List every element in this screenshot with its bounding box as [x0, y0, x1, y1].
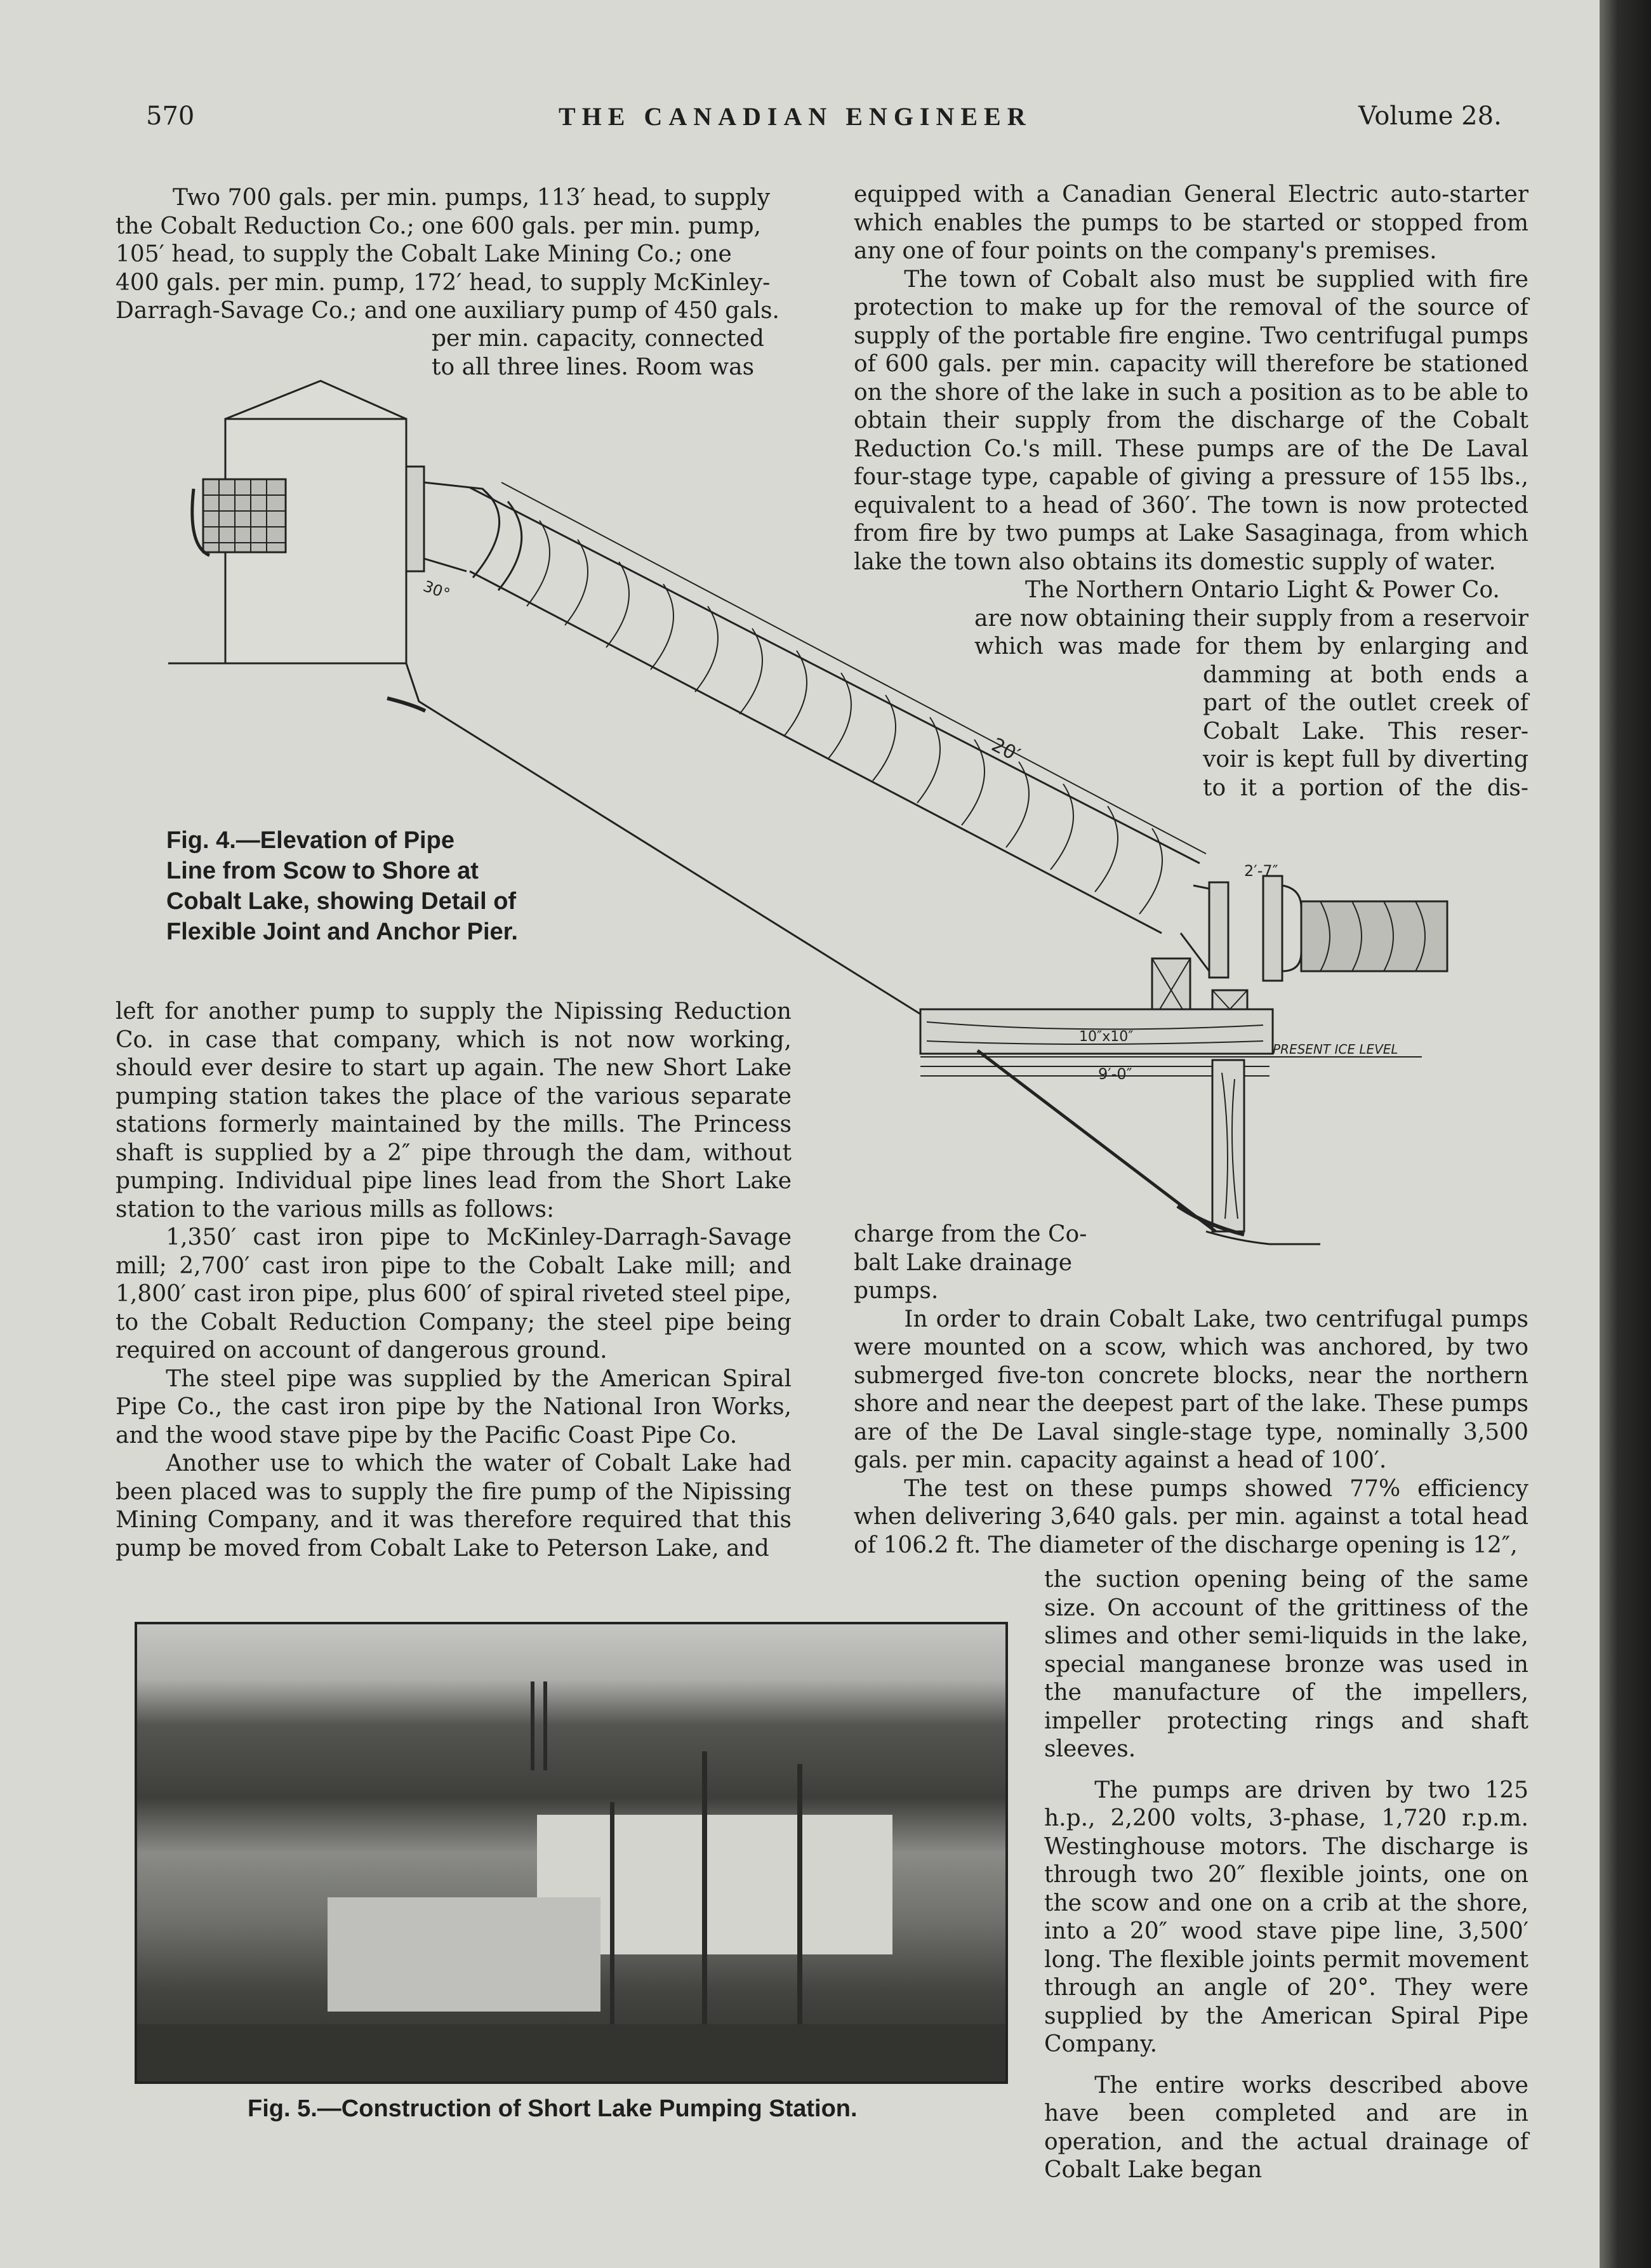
paragraph-line: Darragh-Savage Co.; and one auxiliary pump of 450 gals.: [116, 298, 780, 324]
stepped-line: part of the outlet creek of: [1203, 690, 1528, 716]
caption-line: Line from Scow to Shore at: [166, 858, 479, 884]
paragraph: equipped with a Canadian General Electric auto-starter which enables the pumps to be started or stopped from any one of four points on the company's premises.: [854, 182, 1528, 264]
right-mid-text: [854, 1221, 1528, 1560]
paragraph-line: the Cobalt Reduction Co.; one 600 gals. per min. pump,: [116, 213, 761, 239]
joint-label: 2′-7″: [1244, 862, 1278, 880]
paragraph: Two 700 gals. per min. pumps, 113′ head, to supply: [173, 185, 771, 211]
short-line: pumps.: [854, 1278, 939, 1304]
timber-label: 10″x10″: [1079, 1029, 1134, 1045]
paragraph: Another use to which the water of Cobalt Lake had been placed was to supply the fire pump of the Nipissing Mining Company, and it was therefore required that this pump be moved from Cobalt Lake to Peterson Lake, and: [116, 1450, 792, 1562]
span-label: 9′-0″: [1098, 1065, 1132, 1083]
page-number: 570: [146, 102, 195, 131]
paragraph: 1,350′ cast iron pipe to McKinley-Darragh-Savage mill; 2,700′ cast iron pipe to the Cobalt Lake mill; and 1,800′ cast iron pipe, plus 600′ of spiral riveted steel pipe, to the Cobalt Reduction Company; the steel pipe being required on account of dangerous ground.: [116, 1224, 792, 1363]
stepped-line: which was made for them by enlarging and: [974, 633, 1528, 660]
paragraph: The steel pipe was supplied by the American Spiral Pipe Co., the cast iron pipe by the National Iron Works, and the wood stave pipe by the Pacific Coast Pipe Co.: [116, 1365, 792, 1449]
house-roof: [225, 381, 406, 419]
anchor-cable: [978, 1051, 1216, 1231]
fig5-photo: [135, 1622, 1008, 2084]
right-stepped-text: [854, 576, 1528, 802]
volume-label: Volume 28.: [1358, 102, 1502, 131]
stepped-line: The Northern Ontario Light & Power Co.: [1025, 577, 1500, 603]
fig5-caption: Fig. 5.—Construction of Short Lake Pumping Station.: [248, 2095, 858, 2122]
station-building-lower: [328, 1897, 600, 2012]
lower-flange-2: [1263, 876, 1282, 981]
angle-label: 30°: [420, 577, 453, 604]
anchor-post: [1212, 1060, 1244, 1231]
left-mid-text: [116, 998, 792, 1563]
paragraph-line: per min. capacity, connected: [432, 326, 764, 352]
paragraph-line: 105′ head, to supply the Cobalt Lake Mining Co.; one: [116, 241, 732, 267]
paragraph-line: 400 gals. per min. pump, 172′ head, to supply McKinley-: [116, 269, 771, 296]
fig4-caption: [166, 825, 611, 947]
intake-screen: [203, 479, 286, 552]
short-line: balt Lake drainage: [854, 1249, 1073, 1276]
paragraph: The town of Cobalt also must be supplied with fire protection to make up for the removal of the source of supply of the portable fire engine. Two centrifugal pumps of 600 gals. per min. capacity will therefore be stationed on the shore of the lake in such a position as to be able to obtain their supply from the discharge of the Cobalt Reduction Co.'s mill. These pumps are of the De Laval four-stage type, capable of giving a pressure of 155 lbs., equivalent to a head of 360′. The town is now protected from fire by two pumps at Lake Sasaginaga, from which lake the town also obtains its domestic supply of water.: [854, 266, 1528, 575]
paragraph: The test on these pumps showed 77% efficiency when delivering 3,640 gals. per min. against a total head of 106.2 ft. The diameter of the discharge opening is 12″,: [854, 1475, 1528, 1558]
ice-level: [920, 1057, 1422, 1076]
upper-flange: [406, 467, 424, 571]
right-bottom-text: [1044, 1566, 1528, 2185]
paragraph: left for another pump to supply the Nipissing Reduction Co. in case that company, which is not now working, should ever desire to start up again. The new Short Lake pumping station takes the place of the various separate stations formerly maintained by the mills. The Princess shaft is supplied by a 2″ pipe through the dam, without pumping. Individual pipe lines lead from the Short Lake station to the various mills as follows:: [116, 998, 792, 1223]
caption-line: Flexible Joint and Anchor Pier.: [166, 918, 518, 945]
paragraph-line: to all three lines. Room was: [432, 354, 755, 380]
caption-line: Cobalt Lake, showing Detail of: [166, 888, 517, 915]
stepped-line: Cobalt Lake. This reser-: [1203, 718, 1528, 745]
paragraph: The entire works described above have been completed and are in operation, and the actual drainage of Cobalt Lake began: [1044, 2072, 1528, 2183]
journal-title: THE CANADIAN ENGINEER: [559, 102, 1032, 131]
lower-flange: [1209, 882, 1228, 978]
right-top-text: [854, 181, 1528, 576]
short-line: charge from the Co-: [854, 1221, 1087, 1247]
stepped-line: voir is kept full by diverting: [1203, 746, 1528, 773]
ice-level-label: PRESENT ICE LEVEL: [1273, 1042, 1398, 1057]
stepped-line: damming at both ends a: [1203, 661, 1528, 688]
paragraph: In order to drain Cobalt Lake, two centrifugal pumps were mounted on a scow, which was anchored, by two submerged five-ton concrete blocks, near the northern shore and near the deepest part of the lake. These pumps are of the De Laval single-stage type, nominally 3,500 gals. per min. capacity against a head of 100′.: [854, 1306, 1528, 1473]
caption-line: Fig. 4.—Elevation of Pipe: [166, 827, 454, 854]
stepped-line: are now obtaining their supply from a reservoir: [974, 605, 1528, 632]
stepped-line: to it a portion of the dis-: [1203, 774, 1528, 801]
paragraph: the suction opening being of the same size. On account of the grittiness of the slimes and other semi-liquids in the lake, special manganese bronze was used in the manufacture of the impellers, impeller protecting rings and shaft sleeves.: [1044, 1567, 1528, 1762]
length-label: 20′: [988, 733, 1024, 767]
paragraph: The pumps are driven by two 125 h.p., 2,200 volts, 3-phase, 1,720 r.p.m. Westinghouse motors. The discharge is through two 20″ flexible joints, one on the scow and one on a crib at the shore, into a 20″ wood stave pipe line, 3,500′ long. The flexible joints permit movement through an angle of 20°. They were supplied by the American Spiral Pipe Company.: [1044, 1777, 1528, 2057]
page-gutter: [1600, 0, 1651, 2268]
